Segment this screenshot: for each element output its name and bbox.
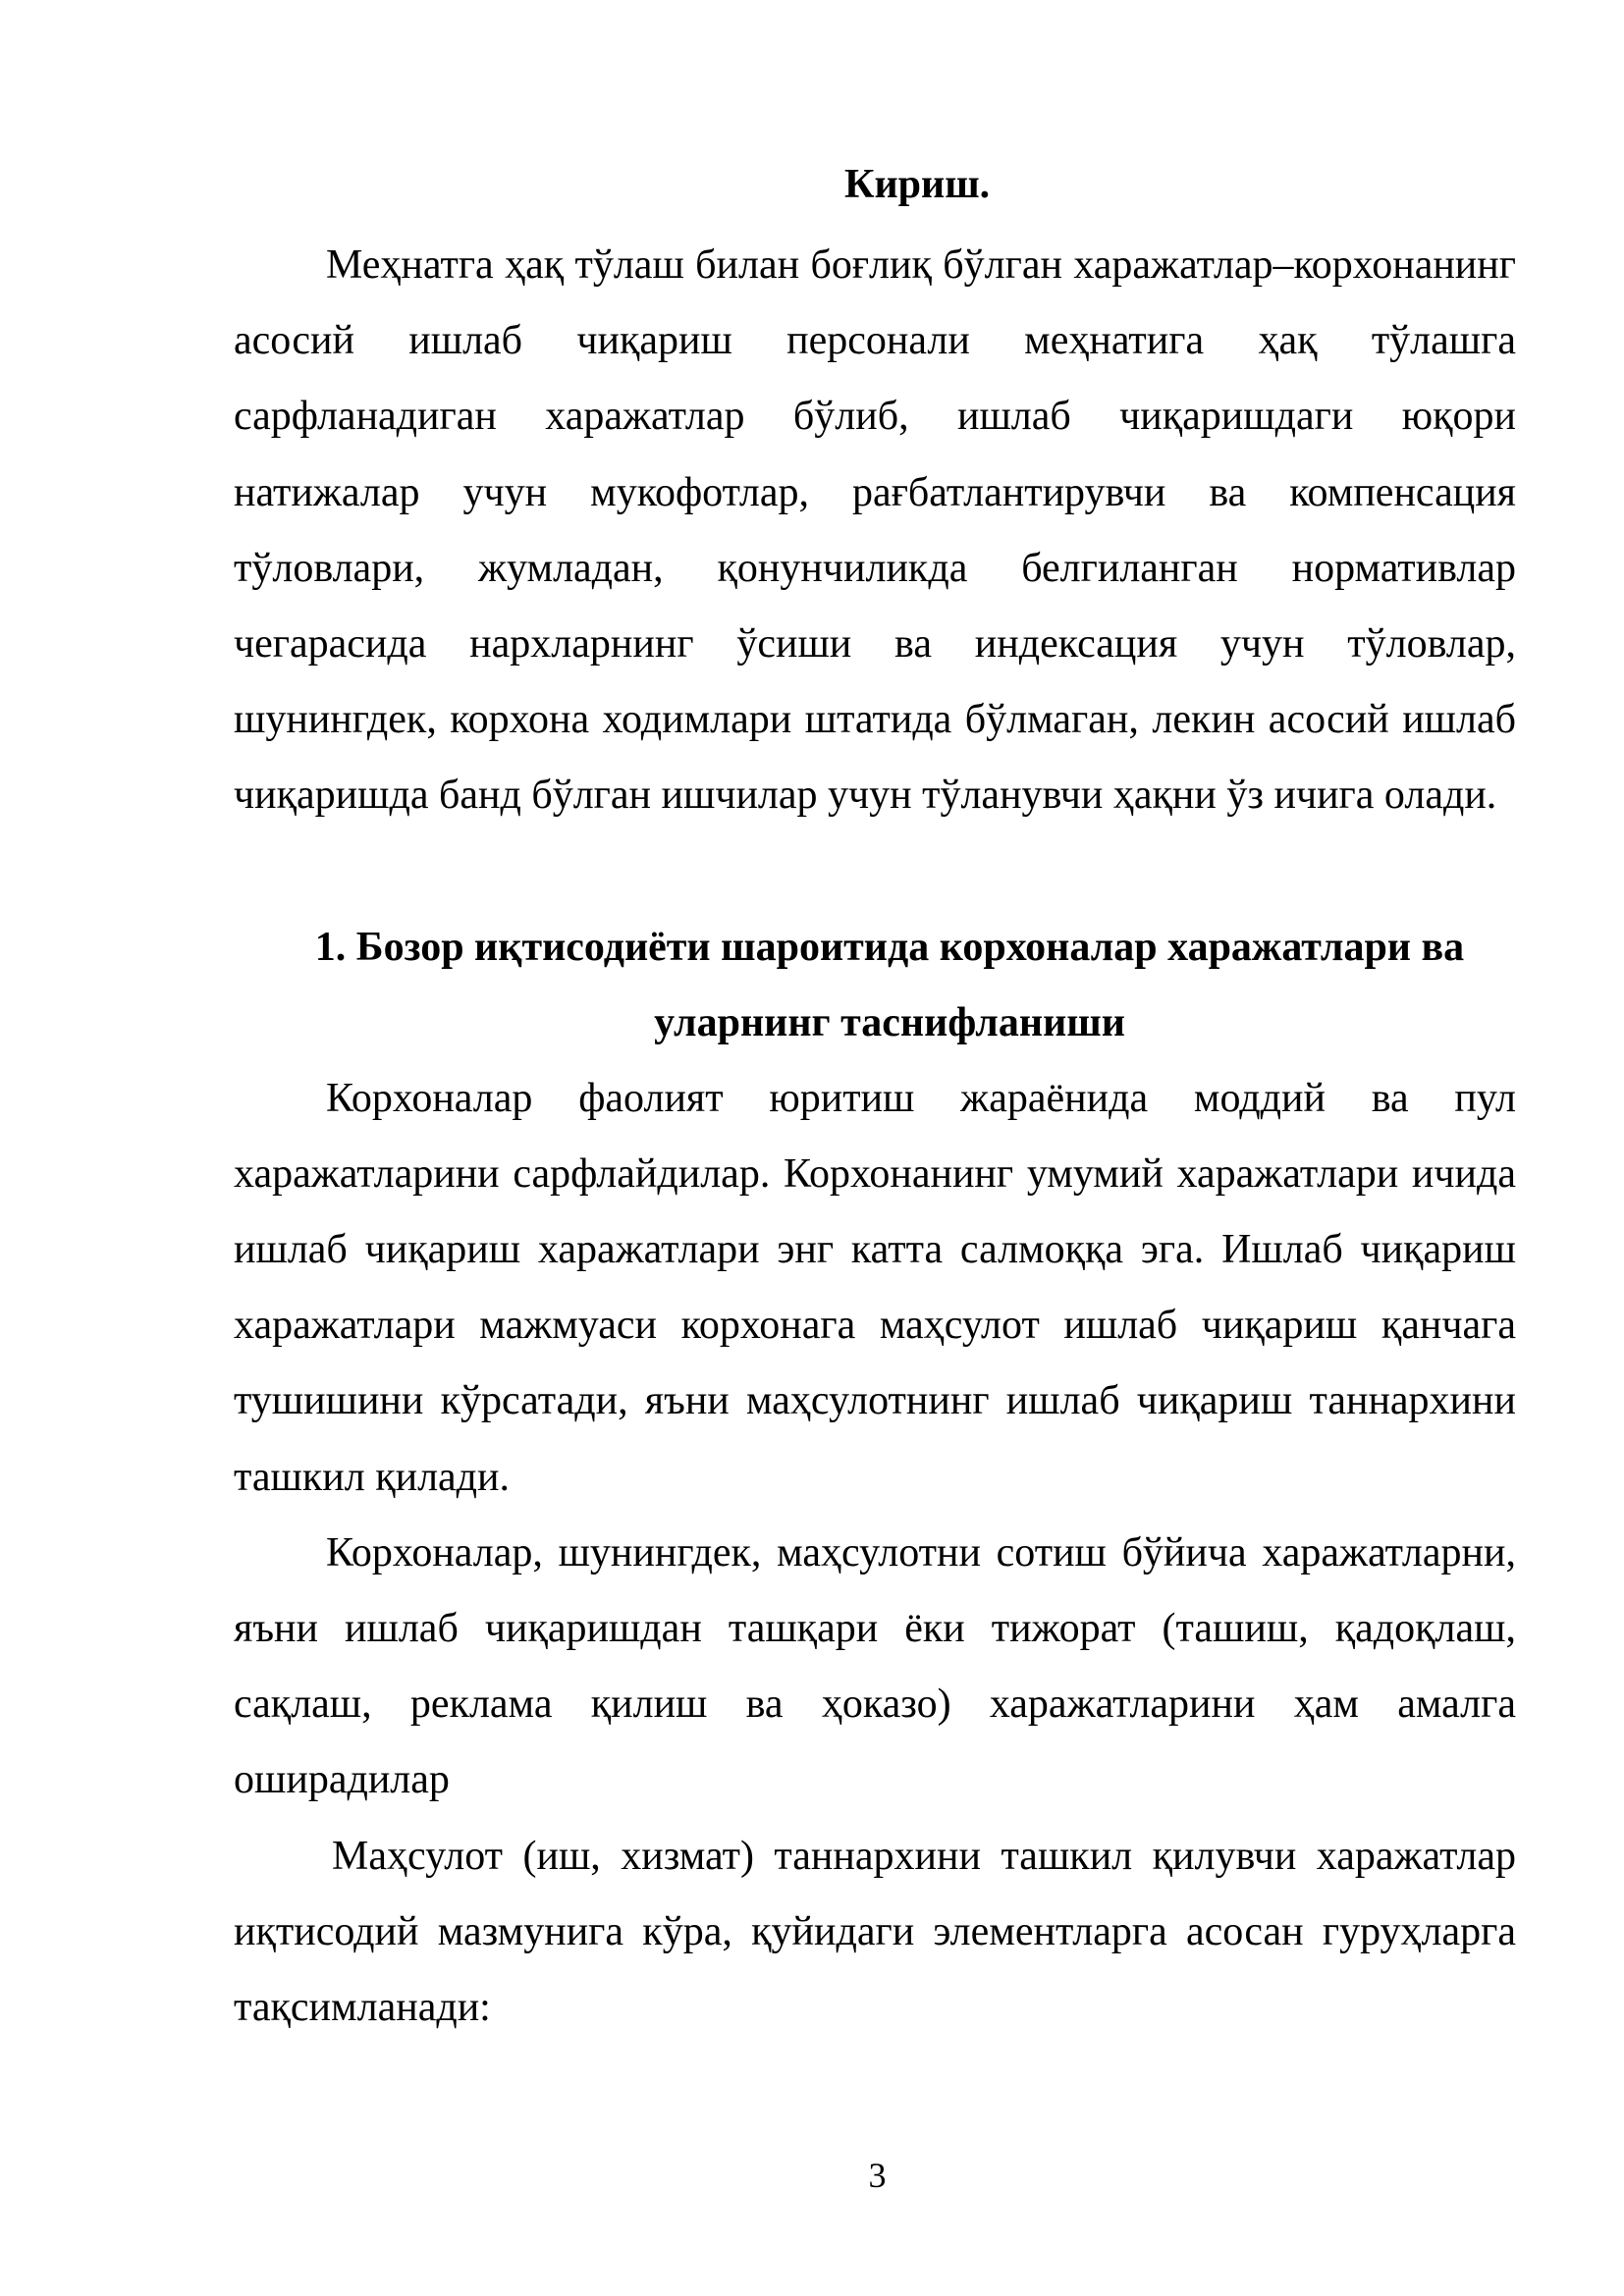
paragraph-sales-costs: Корхоналар, шунингдек, маҳсулотни сотиш бўйича харажатларни, яъни ишлаб чиқаришдан ташқари ёки тижорат (ташиш, қадоқлаш, сақлаш, реклама қилиш ва ҳоказо) харажатларини ҳам амалга оширадилар bbox=[234, 1529, 1516, 1803]
page-number: 3 bbox=[868, 2156, 887, 2195]
intro-paragraph: Меҳнатга ҳақ тўлаш билан боғлиқ бўлган харажатлар–корхонанинг асосий ишлаб чиқариш персонали меҳнатига ҳақ тўлашга сарфланадиган харажатлар бўлиб, ишлаб чиқаришдаги юқори натижалар учун мукофотлар, рағбатлантирувчи ва компенсация тўловлари, жумладан, қонунчиликда белгиланган нормативлар чегарасида нархларнинг ўсиши ва индексация учун тўловлар, шунингдек, корхона ходимлари штатида бўлмаган, лекин асосий ишлаб чиқаришда банд бўлган ишчилар учун тўланувчи ҳақни ўз ичига олади. bbox=[234, 242, 1516, 819]
paragraph-costs: Корхоналар фаолият юритиш жараёнида моддий ва пул харажатларини сарфлайдилар. Корхонанинг умумий харажатлари ичида ишлаб чиқариш харажатлари энг катта салмоққа эга. Ишлаб чиқариш харажатлари мажмуаси корхонага маҳсулот ишлаб чиқариш қанчага тушишини кўрсатади, яъни маҳсулотнинг ишлаб чиқариш таннархини ташкил қилади. bbox=[234, 1075, 1516, 1500]
paragraph-cost-elements: Маҳсулот (иш, хизмат) таннархини ташкил қилувчи харажатлар иқтисодий мазмунига кўра, қуйидаги элементларга асосан гуруҳларга тақсимланади: bbox=[234, 1833, 1516, 2031]
section-heading: 1. Бозор иқтисодиёти шароитида корхоналар харажатлари ва уларнинг таснифланиши bbox=[314, 924, 1465, 1045]
page-content bbox=[234, 155, 1516, 2046]
intro-title: Кириш. bbox=[844, 162, 991, 207]
